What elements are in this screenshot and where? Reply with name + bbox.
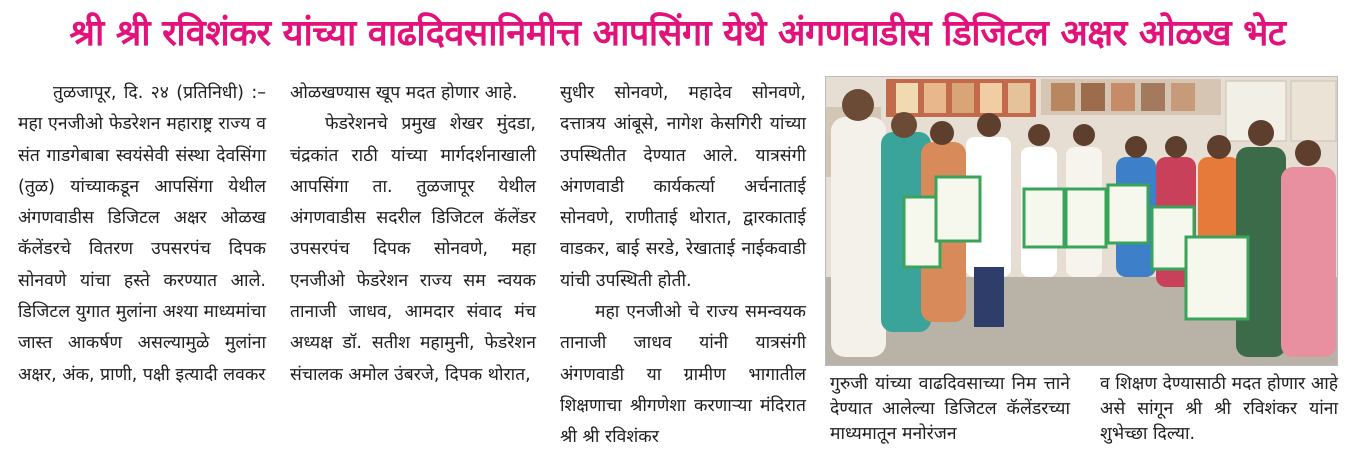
- column-2-paragraph-2: फेडरेशनचे प्रमुख शेखर मुंदडा, चंद्रकांत राठी यांच्या मार्गदर्शनाखाली आपसिंगा ता. तुळजापूर येथील अंगणवाडीस सदरील डिजिटल कॅलेंडर उपसरपंच दिपक सोनवणे, महा एनजीओ फेडरेशन राज्य सम न्वयक तानाजी जाधव, आमदार संवाद मंच अध्यक्ष डॉ. सतीश महामुनी, फेडरेशन संचालक अमोल उंबरजे, दिपक थोरात,: [290, 114, 536, 385]
- article-headline: श्री श्री रविशंकर यांच्या वाढदिवसानिमीत्त आपसिंगा येथे अंगणवाडीस डिजिटल अक्षर ओळख भेट: [69, 13, 1286, 54]
- column-3-paragraph-2: महा एनजीओ चे राज्य समन्वयक तानाजी जाधव यांनी यात्रसंगी अंगणवाडी या ग्रामीण भागातील शिक्षणाचा श्रीगणेशा करणाऱ्या मंदिरात श्री श्री रविशंकर: [560, 302, 806, 448]
- article-column-1: [18, 78, 266, 391]
- article-column-2: [290, 78, 536, 391]
- caption-left-text: गुरुजी यांच्या वाढदिवसाच्या निम त्ताने देण्यात आलेल्या डिजिटल कॅलेंडरच्या माध्यमातून मनोरंजन: [830, 374, 1070, 444]
- photo-caption-left: [830, 372, 1070, 447]
- column-2-paragraph-1: ओळखण्यास खूप मदत होणार आहे.: [290, 83, 518, 103]
- news-photo: [825, 76, 1338, 366]
- column-3-paragraph-1: सुधीर सोनवणे, महादेव सोनवणे, दत्तात्रय आंबूसे, नागेश केसगिरी यांच्या उपस्थितीत देण्यात आले. यात्रसंगी अंगणवाडी कार्यकर्त्या अर्चनाताई सोनवणे, राणीताई थोरात, द्वारकाताई वाडकर, बाई सरडे, रेखाताई नाईकवाडी यांची उपस्थिती होती.: [560, 83, 806, 291]
- caption-right-text: व शिक्षण देण्यासाठी मदत होणार आहे असे सांगून श्री श्री रविशंकर यांना शुभेच्छा दिल्या.: [1100, 374, 1338, 444]
- photo-caption-right: [1100, 372, 1338, 447]
- column-1-paragraph-1: तुळजापूर, दि. २४ (प्रतिनिधी) :– महा एनजीओ फेडरेशन महाराष्ट्र राज्य व संत गाडगेबाबा स्वयंसेवी संस्था देवसिंगा (तुळ) यांच्याकडून आपसिंगा येथील अंगणवाडीस डिजिटल अक्षर ओळख कॅलेंडरचे वितरण उपसरपंच दिपक सोनवणे यांचा हस्ते करण्यात आले. डिजिटल युगात मुलांना अश्या माध्यमांचा जास्त आकर्षण असल्यामुळे मुलांना अक्षर, अंक, प्राणी, पक्षी इत्यादी लवकर: [18, 83, 266, 385]
- group-photo-illustration: [826, 77, 1338, 366]
- article-column-3: [560, 78, 806, 454]
